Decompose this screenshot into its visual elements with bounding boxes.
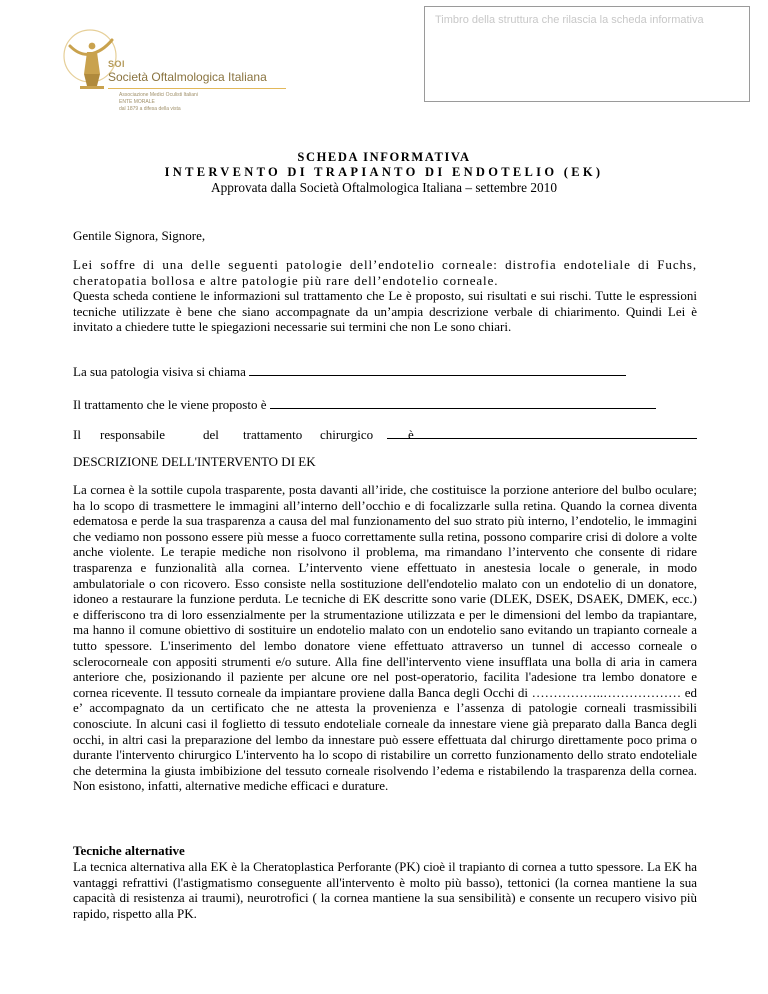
field-responsabile-word: trattamento xyxy=(243,427,303,442)
field-patologia-label: La sua patologia visiva si chiama xyxy=(73,364,246,379)
field-trattamento xyxy=(73,397,656,413)
field-trattamento-label: Il trattamento che le viene proposto è xyxy=(73,397,267,412)
field-responsabile-word: responsabile xyxy=(100,427,165,442)
greeting: Gentile Signora, Signore, xyxy=(73,228,206,243)
intro-info: Questa scheda contiene le informazioni sul trattamento che Le è proposto, sui risultati e sui rischi. Tutte le espressioni tecniche utilizzate è bene che siano accompagnate da un’ampia descrizione verbale di chiarimento. Quindi Lei è invitato a chiedere tutte le spiegazioni necessarie sui termini che non Le sono chiari. xyxy=(73,288,697,335)
field-responsabile-blank[interactable] xyxy=(387,427,697,439)
field-trattamento-blank[interactable] xyxy=(270,397,656,409)
field-responsabile xyxy=(73,427,697,443)
field-responsabile-word: del xyxy=(203,427,219,442)
field-patologia-blank[interactable] xyxy=(249,364,626,376)
logo-name: Società Oftalmologica Italiana xyxy=(108,70,267,84)
logo-abbr: SOI xyxy=(108,59,126,69)
field-responsabile-word: è xyxy=(408,427,414,442)
intro-pathologies: Lei soffre di una delle seguenti patologie dell’endotelio corneale: distrofia endoteliale di Fuchs, cheratopatia bollosa e altre patologie più rare dell’endotelio corneale. xyxy=(73,257,697,288)
field-responsabile-word: Il xyxy=(73,427,81,442)
doc-approval: Approvata dalla Società Oftalmologica Italiana – settembre 2010 xyxy=(211,180,557,195)
doc-title: SCHEDA INFORMATIVA xyxy=(297,150,471,164)
stamp-box xyxy=(424,6,750,102)
logo-rule xyxy=(108,88,286,89)
field-patologia xyxy=(73,364,626,380)
doc-subtitle: INTERVENTO DI TRAPIANTO DI ENDOTELIO (EK) xyxy=(164,165,604,179)
section-description-text: La cornea è la sottile cupola trasparente, posta davanti all’iride, che costituisce la porzione anteriore del bulbo oculare; ha lo scopo di trasmettere le immagini all’interno dell’occhio e di focalizzarle sulla retina. Quando la cornea diventa edematosa e perde la sua trasparenza a causa del mal funzionamento del suo strato più interno, l’endotelio, le immagini che vediamo non possono essere più messe a fuoco correttamente sulla retina, possono comparire crisi di dolore a volte anche violente. Le terapie mediche non risolvono il problema, ma rimandano l’intervento che consente di ridare trasparenza e funzionalità alla cornea. L’intervento viene effettuato in anestesia locale o generale, in modo ambulatoriale o con ricovero. Esso consiste nella sostituzione dell'endotelio malato con un endotelio di un donatore, idoneo a restaurare la funzione perduta. Le tecniche di EK descritte sono varie (DLEK, DSEK, DSAEK, DMEK, ecc.) e differiscono tra di loro essenzialmente per la strumentazione utilizzata e per le dimensioni del lembo da trapiantare, ma hanno il comune obiettivo di sostituire un endotelio malato con un endotelio sano evitando un trapianto corneale a tutto spessore. L'inserimento del lembo donatore viene effettuato attraverso un tunnel di accesso corneale o sclerocorneale con appositi strumenti e/o suture. Alla fine dell'intervento viene insufflata una bolla di aria in camera anteriore che, posizionando il paziente per alcune ore nel post-operatorio, facilita l'adesione tra lembo donatore e cornea ricevente. Il tessuto corneale da impiantare proviene dalla Banca degli Occhi di ……………..……………… ed e’ accompagnato da un certificato che ne attesta la provenienza e l’assenza di patologie corneali trasmissibili conosciute. In alcuni casi il foglietto di tessuto endoteliale corneale da innestare viene già preparato dalla Banca degli occhi, in altri casi la preparazione del lembo da innestare può essere effettuata dal chirurgo direttamente poco prima o durante l'intervento chirurgico L'intervento ha lo scopo di ristabilire un corretto funzionamento dello strato endoteliale che determina la giusta imbibizione del tessuto corneale risolvendo l’edema e ristabilendo la trasparenza della cornea. Non esistono, infatti, alternative mediche efficaci e durature. xyxy=(73,482,697,794)
soi-logo xyxy=(60,26,300,126)
logo-sub-2: ENTE MORALE xyxy=(119,99,155,105)
section-alternatives-text: La tecnica alternativa alla EK è la Cheratoplastica Perforante (PK) cioè il trapianto di cornea a tutto spessore. La EK ha vantaggi refrattivi (l'astigmatismo conseguente all'intervento è molto più basso), tettonici (la cornea mantiene la sua capacità di resistenza ai traumi), neurotrofici ( la cornea mantiene la sua sensibilità) e consente un recupero visivo più rapido, rispetto alla PK. xyxy=(73,859,697,921)
section-alternatives-heading: Tecniche alternative xyxy=(73,843,185,858)
logo-sub-3: dal 1879 a difesa della vista xyxy=(119,106,181,112)
stamp-label: Timbro della struttura che rilascia la scheda informativa xyxy=(435,14,704,26)
field-responsabile-word: chirurgico xyxy=(320,427,374,442)
logo-sub-1: Associazione Medici Oculisti Italiani xyxy=(119,92,198,98)
section-description-heading: DESCRIZIONE DELL'INTERVENTO DI EK xyxy=(73,454,316,469)
